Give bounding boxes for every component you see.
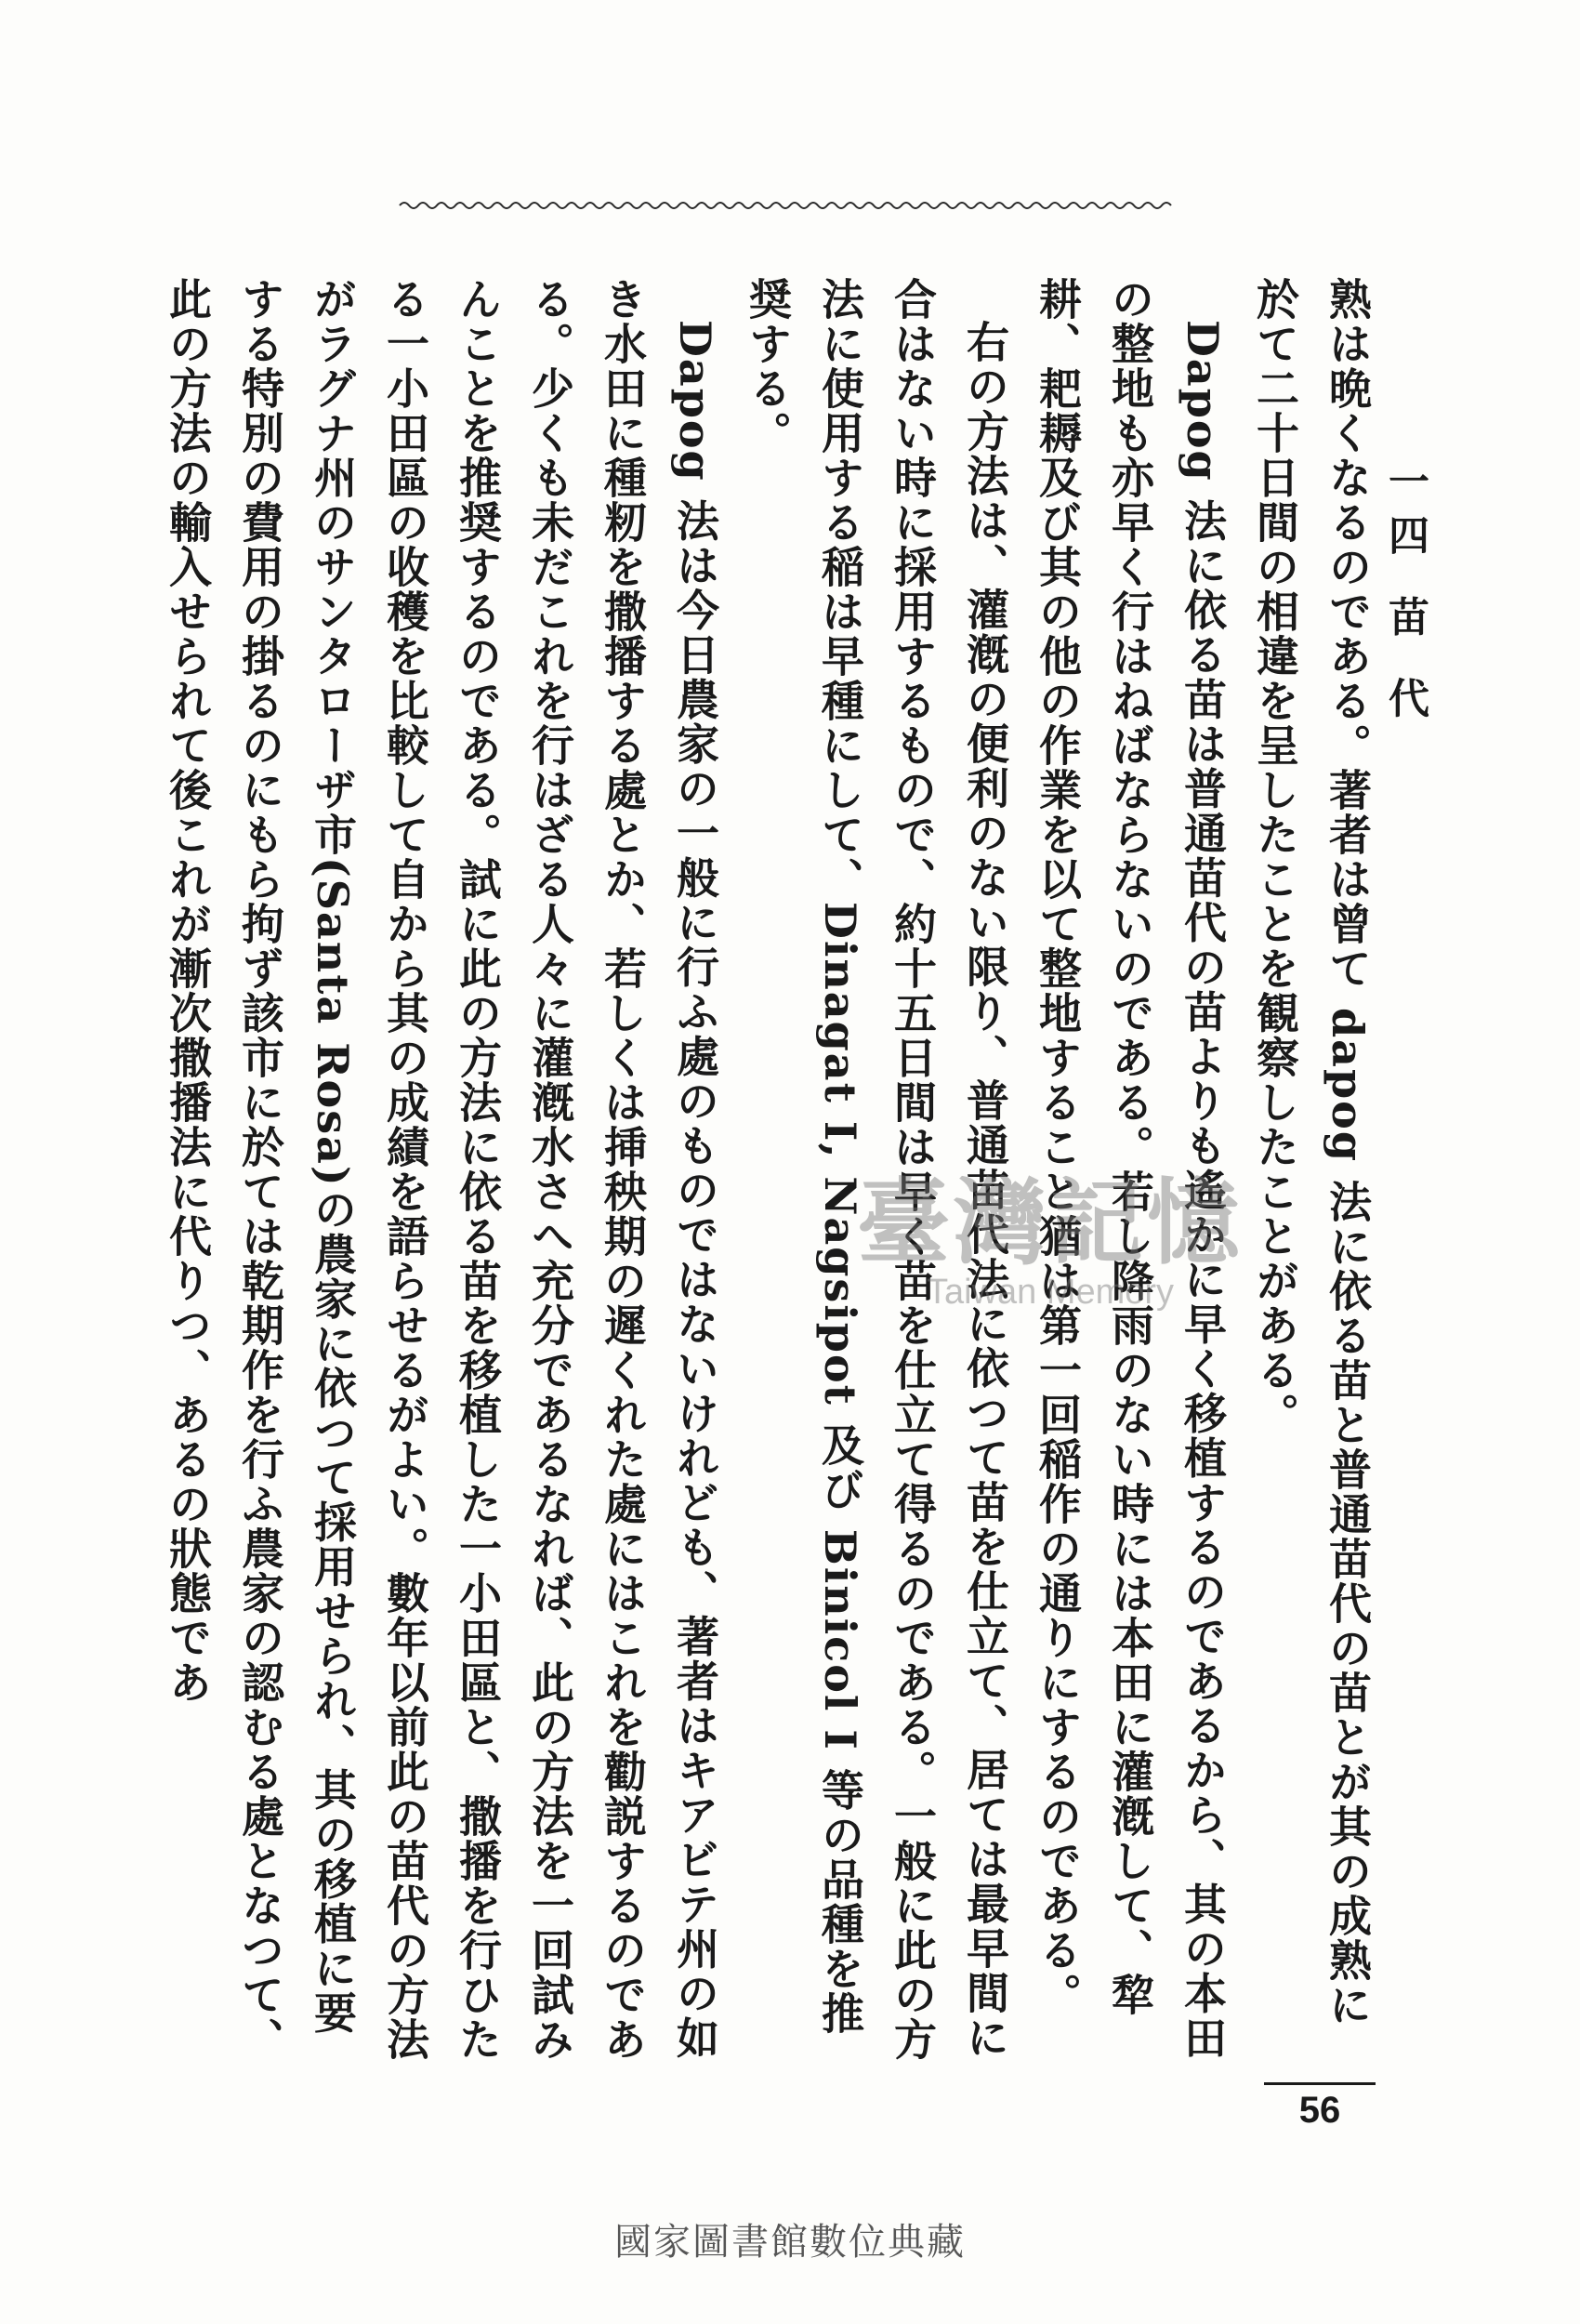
watermark-title: 臺灣記憶	[857, 1168, 1244, 1277]
watermark-subtitle: Taiwan Memory	[926, 1273, 1175, 1312]
running-head: 一四 苗 代	[1381, 460, 1429, 731]
body-text	[163, 277, 1384, 2071]
page-number-rule	[1264, 2082, 1376, 2085]
page-number: 56	[1298, 2090, 1341, 2131]
paragraph: Dapog 法に依る苗は普通苗代の苗よりも遙かに早く移植するのであるから、其の本田の整地も亦早く行はねばならないのである。若し降雨のない時には本田に灌漑して、犂耕、耙耨及び其の他の作業を以て整地すること猶は第一回稲作の通りにするのである。	[1033, 277, 1228, 2061]
paragraph: 熟は晩くなるのである。著者は曾て dapog 法に依る苗と普通苗代の苗とが其の成熟に於て二十日間の相違を呈したことを観察したことがある。	[1250, 277, 1373, 2028]
paragraph: 右の方法は、灌漑の便利のない限り、普通苗代法に依つて苗を仕立て、居ては最早間に合はない時に採用するもので、約十五日間は早く苗を仕立て得るのである。一般に此の方法に使用する稲は早種にして、Dinagat I, Nagsipot 及び Binicol I 等の品種を推奨する。	[743, 277, 1010, 2062]
footer-caption: 國家圖書館數位典藏	[614, 2221, 966, 2264]
decorative-wavy-rule	[400, 199, 1171, 212]
paragraph: Dapog 法は今日農家の一般に行ふ處のものではないけれども、著者はキアビテ州の如き水田に種籾を撒播する處とか、若しくは挿秧期の遲くれた處にはこれを勸説するのである。少くも未だこれを行はざる人々に灌漑水さへ充分であるなれば、此の方法を一回試みんことを推奨するのである。試に此の方法に依る苗を移植した一小田區と、撒播を行ひたる一小田區の收穫を比較して自から其の成績を語らせるがよい。數年以前此の苗代の方法がラグナ州のサンタローザ市(Santa Rosa)の農家に依つて採用せられ、其の移植に要する特別の費用の掛るのにもら拘ず該市に於ては乾期作を行ふ農家の認むる處となつて、此の方法の輸入せられて後これが漸次撒播法に代りつ、あるの狀態であ	[163, 277, 720, 2062]
